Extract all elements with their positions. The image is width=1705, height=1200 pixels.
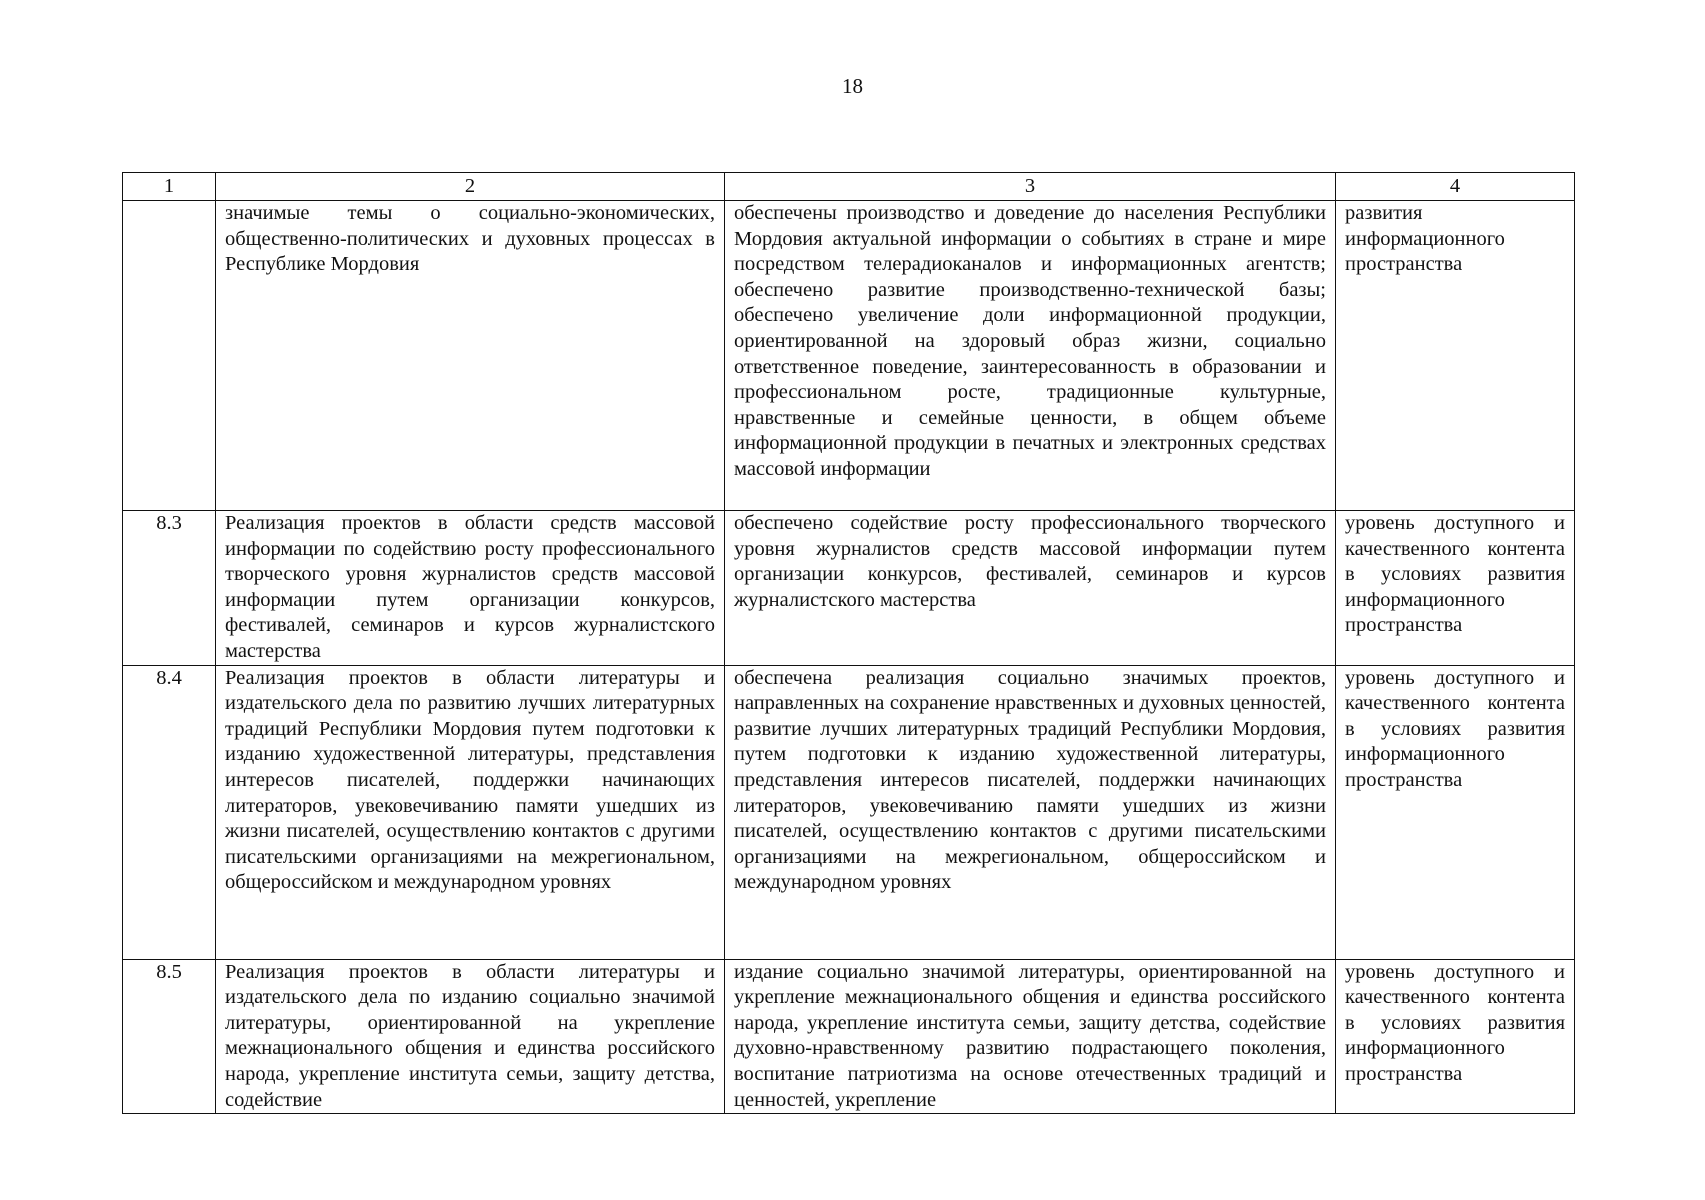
row-number: 8.3 — [123, 511, 216, 666]
expected-result: обеспечено содействие росту профессионального творческого уровня журналистов средств массовой информации путем организации конкурсов, фестивалей, семинаров и курсов журналистского мастерства — [725, 511, 1336, 666]
header-cell: 1 — [123, 173, 216, 201]
row-number: 8.5 — [123, 959, 216, 1114]
program-table — [122, 172, 1575, 1114]
table-row — [123, 201, 1575, 511]
event-description: значимые темы о социально-экономических, общественно-политических и духовных процессах в Республике Мордовия — [216, 201, 725, 511]
table-row — [123, 665, 1575, 959]
page-number: 18 — [842, 74, 863, 98]
event-description: Реализация проектов в области средств массовой информации по содействию росту профессионального творческого уровня журналистов средств массовой информации путем организации конкурсов, фестивалей, семинаров и курсов журналистского мастерства — [216, 511, 725, 666]
expected-result: обеспечены производство и доведение до населения Республики Мордовия актуальной информации о событиях в стране и мире посредством телерадиоканалов и информационных агентств; обеспечено развитие производственно-технической базы; обеспечено увеличение доли информационной продукции, ориентированной на здоровый образ жизни, социально ответственное поведение, заинтересованность в образовании и профессиональном росте, традиционные культурные, нравственные и семейные ценности, в общем объеме информационной продукции в печатных и электронных средствах массовой информации — [725, 201, 1336, 511]
row-number: 8.4 — [123, 665, 216, 959]
indicator-link: уровень доступного и качественного контента в условиях развития информационного пространства — [1336, 665, 1575, 959]
table-header-row — [123, 173, 1575, 201]
event-description: Реализация проектов в области литературы и издательского дела по развитию лучших литературных традиций Республики Мордовия путем подготовки к изданию художественной литературы, представления интересов писателей, поддержки начинающих литераторов, увековечиванию памяти ушедших из жизни писателей, осуществлению контактов с другими писательскими организациями на межрегиональном, общероссийском и международном уровнях — [216, 665, 725, 959]
expected-result: издание социально значимой литературы, ориентированной на укрепление межнационального общения и единства российского народа, укрепление института семьи, защиту детства, содействие духовно-нравственному развитию подрастающего поколения, воспитание патриотизма на основе отечественных традиций и ценностей, укрепление — [725, 959, 1336, 1114]
header-cell: 4 — [1336, 173, 1575, 201]
header-cell: 2 — [216, 173, 725, 201]
table-row — [123, 959, 1575, 1114]
event-description: Реализация проектов в области литературы и издательского дела по изданию социально значимой литературы, ориентированной на укрепление межнационального общения и единства российского народа, укрепление института семьи, защиту детства, содействие — [216, 959, 725, 1114]
indicator-link: уровень доступного и качественного контента в условиях развития информационного пространства — [1336, 959, 1575, 1114]
expected-result: обеспечена реализация социально значимых проектов, направленных на сохранение нравственных и духовных ценностей, развитие лучших литературных традиций Республики Мордовия, путем подготовки к изданию художественной литературы, представления интересов писателей, поддержки начинающих литераторов, увековечиванию памяти ушедших из жизни писателей, осуществлению контактов с другими писательскими организациями на межрегиональном, общероссийском и международном уровнях — [725, 665, 1336, 959]
table-row — [123, 511, 1575, 666]
indicator-link: уровень доступного и качественного контента в условиях развития информационного пространства — [1336, 511, 1575, 666]
row-number — [123, 201, 216, 511]
header-cell: 3 — [725, 173, 1336, 201]
indicator-link: развития информационного пространства — [1336, 201, 1575, 511]
